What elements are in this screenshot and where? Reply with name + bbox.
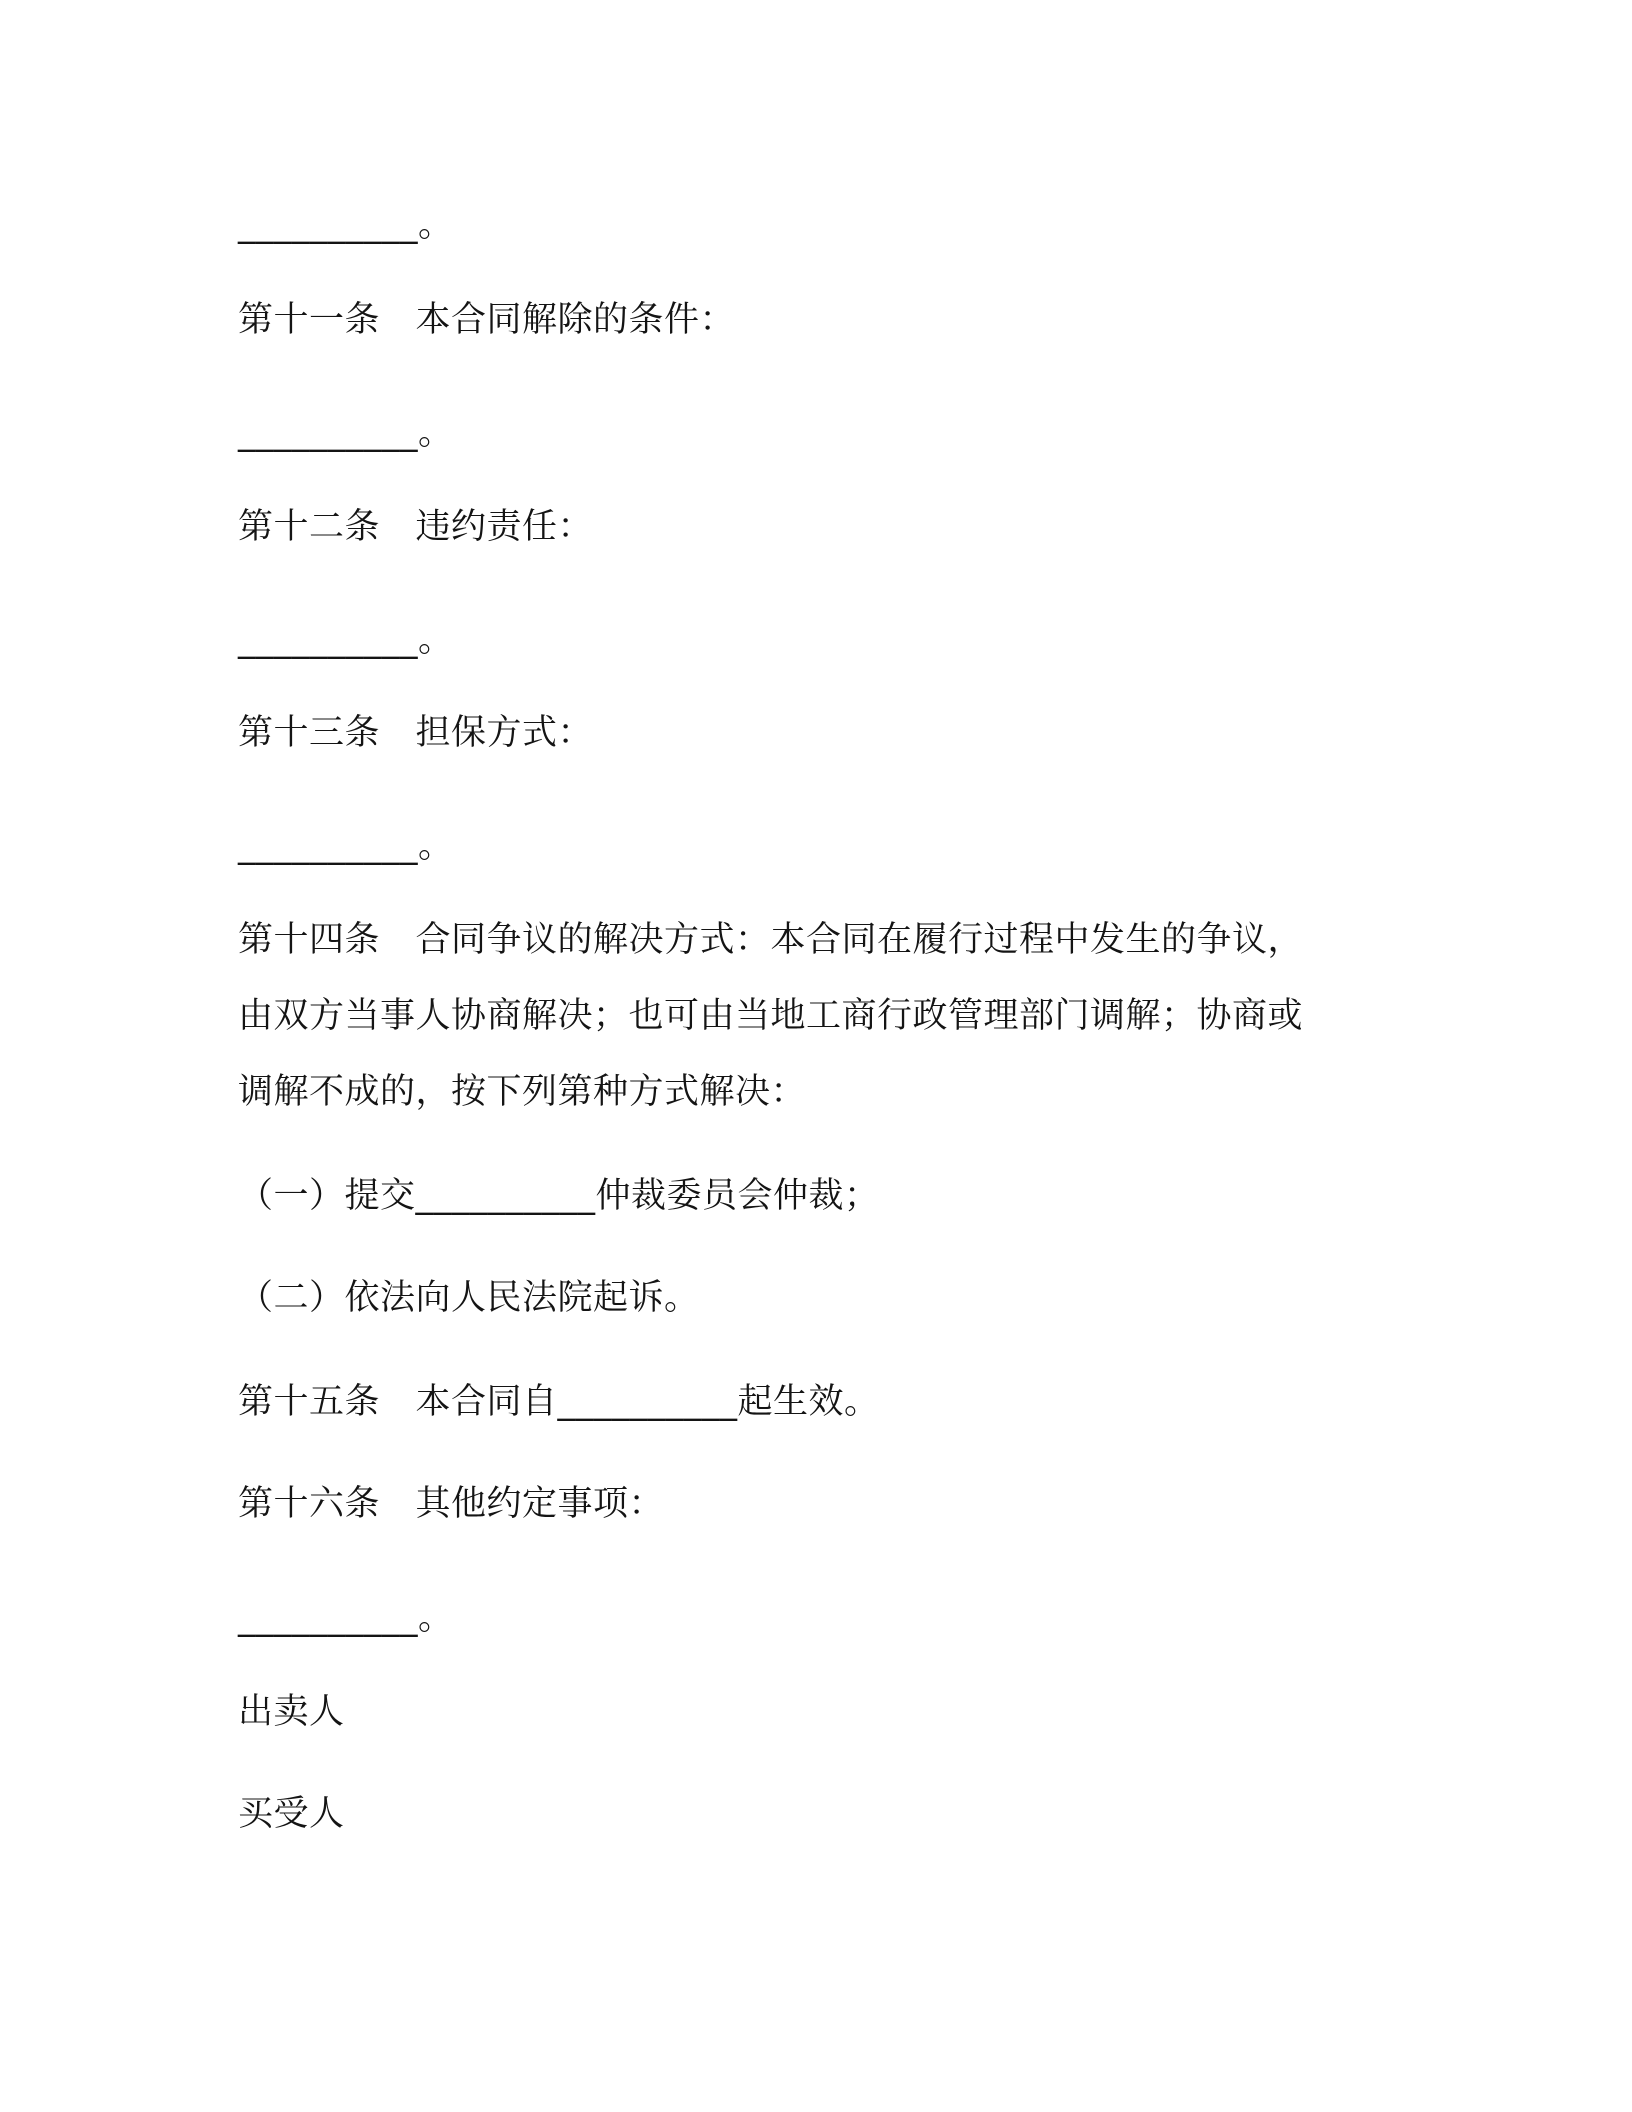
article-14-row: 第十四条 合同争议的解决方式：本合同在履行过程中发生的争议， (238, 920, 1304, 960)
blank-fill-line: __________。 (238, 826, 454, 866)
blank-fill-line: __________。 (238, 1598, 454, 1638)
blank-fill-line: __________。 (238, 205, 454, 245)
seller-label: 出卖人 (238, 1692, 345, 1732)
blank-fill-line: __________。 (238, 413, 454, 453)
blank-fill-line: __________。 (238, 620, 454, 660)
article-14-option-arbitration: （一）提交__________仲裁委员会仲裁； (238, 1176, 880, 1216)
article-16-heading: 第十六条 其他约定事项： (238, 1484, 665, 1524)
article-14-option-court: （二）依法向人民法院起诉。 (238, 1278, 700, 1318)
article-14-row: 调解不成的，按下列第种方式解决： (238, 1072, 807, 1112)
article-15-heading: 第十五条 本合同自__________起生效。 (238, 1382, 880, 1422)
article-14-row: 由双方当事人协商解决；也可由当地工商行政管理部门调解；协商或 (238, 996, 1304, 1036)
buyer-label: 买受人 (238, 1794, 345, 1834)
article-12-heading: 第十二条 违约责任： (238, 507, 594, 547)
article-11-heading: 第十一条 本合同解除的条件： (238, 300, 736, 340)
article-13-heading: 第十三条 担保方式： (238, 713, 594, 753)
article-14-paragraph (238, 902, 1398, 1130)
